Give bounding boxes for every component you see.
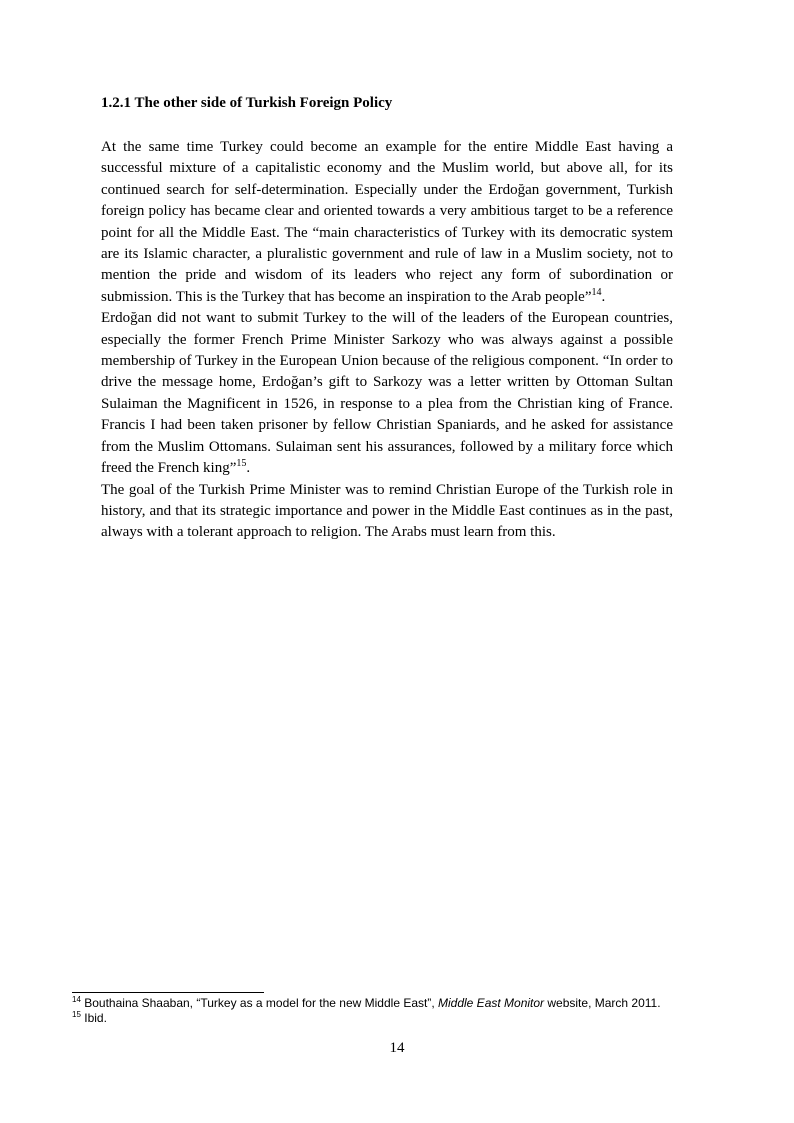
footnotes bbox=[72, 996, 712, 1026]
footnote-reference[interactable]: 15 bbox=[236, 458, 247, 470]
footnote-text: Ibid. bbox=[84, 1011, 107, 1025]
paragraph-sarkozy-letter bbox=[101, 308, 673, 479]
footnote-number: 15 bbox=[72, 1010, 81, 1019]
footnote-number: 14 bbox=[72, 995, 81, 1004]
footnote-text-end: website, March 2011. bbox=[544, 996, 661, 1010]
paragraph-ending: . bbox=[246, 460, 251, 477]
page-number: 14 bbox=[389, 1040, 405, 1056]
body-text bbox=[101, 137, 673, 544]
paragraph-ending: . bbox=[601, 288, 606, 305]
footnote-divider bbox=[72, 992, 264, 993]
footnote bbox=[72, 1011, 712, 1026]
footnote-reference[interactable]: 14 bbox=[591, 286, 602, 298]
paragraph-goal bbox=[101, 480, 673, 544]
paragraph-text: The goal of the Turkish Prime Minister was to remind Christian Europe of the Turkish role in history, and that its strategic importance and power in the Middle East continues as in the past, always with a tolerant approach to religion. The Arabs must learn from this. bbox=[101, 481, 673, 541]
footnote-source-title: Middle East Monitor bbox=[438, 996, 545, 1010]
paragraph-text: At the same time Turkey could become an example for the entire Middle East having a successful mixture of a capitalistic economy and the Muslim world, but above all, for its continued search for self-determination. Especially under the Erdoğan government, Turkish foreign policy has became clear and oriented towards a very ambitious target to be a reference point for all the Middle East. The “main characteristics of Turkey with its democratic system are its Islamic character, a pluralistic government and rule of law in a Muslim society, not to mention the pride and wisdom of its leaders who reject any form of subordination or submission. This is the Turkey that has become an inspiration to the Arab people” bbox=[101, 139, 673, 305]
paragraph-text: Erdoğan did not want to submit Turkey to the will of the leaders of the European countries, especially the former French Prime Minister Sarkozy who was always against a possible membership of Turkey in the European Union because of the religious component. “In order to drive the message home, Erdoğan’s gift to Sarkozy was a letter written by Ottoman Sultan Sulaiman the Magnificent in 1526, in response to a plea from the Christian king of France. Francis I had been taken prisoner by fellow Christian Spaniards, and he asked for assistance from the Muslim Ottomans. Sulaiman sent his assurances, followed by a military force which freed the French king” bbox=[101, 310, 673, 477]
footnote-text: Bouthaina Shaaban, “Turkey as a model for the new Middle East”, bbox=[84, 996, 438, 1010]
footnote bbox=[72, 996, 712, 1011]
paragraph-self-determination bbox=[101, 137, 673, 308]
section-heading: 1.2.1 The other side of Turkish Foreign Policy bbox=[101, 95, 393, 111]
